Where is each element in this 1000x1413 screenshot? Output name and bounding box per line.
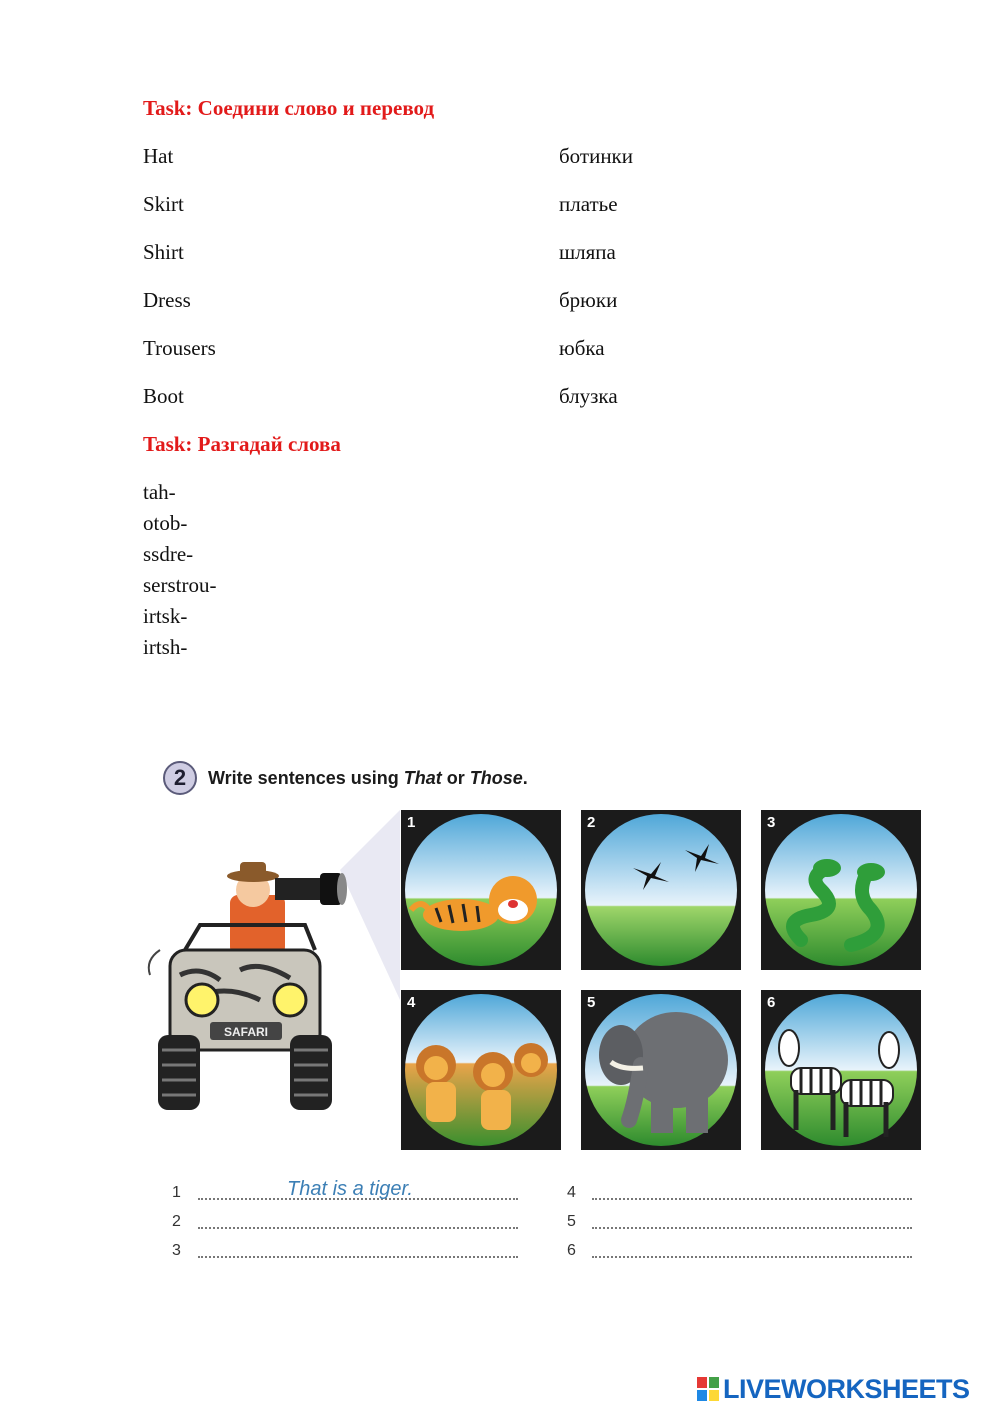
tiger-icon [401, 810, 561, 970]
picture-1: 1 [401, 810, 561, 970]
svg-text:SAFARI: SAFARI [223, 1025, 269, 1039]
elephant-icon [581, 990, 741, 1150]
answer-number: 6 [567, 1242, 576, 1259]
safari-jeep-photographer-icon [140, 800, 400, 1115]
logo-text: LIVEWORKSHEETS [723, 1374, 970, 1404]
answer-number: 1 [172, 1184, 181, 1201]
russian-word-3[interactable]: шляпа [559, 240, 616, 264]
russian-word-6[interactable]: блузка [559, 384, 618, 408]
exercise-title: Write sentences using That or Those. [208, 768, 528, 788]
exercise-number-badge: 2 [163, 761, 197, 795]
answer-line-5[interactable] [592, 1227, 912, 1229]
russian-word-4[interactable]: брюки [559, 288, 618, 312]
english-word-trousers: Trousers [143, 336, 216, 360]
picture-6: 6 [761, 990, 921, 1150]
answer-line-4[interactable] [592, 1198, 912, 1200]
answer-line-6[interactable] [592, 1256, 912, 1258]
scrambled-word: ssdre- [143, 542, 194, 566]
answer-line-2[interactable] [198, 1227, 518, 1229]
russian-word-1[interactable]: ботинки [559, 144, 634, 168]
english-word-shirt: Shirt [143, 240, 184, 264]
english-word-dress: Dress [143, 288, 191, 312]
snakes-icon [761, 810, 921, 970]
scrambled-word: tah- [143, 480, 176, 504]
lions-icon [401, 990, 561, 1150]
scrambled-word: irtsk- [143, 604, 188, 628]
russian-word-5[interactable]: юбка [559, 336, 605, 360]
scrambled-word: irtsh- [143, 635, 188, 659]
zebras-icon [761, 990, 921, 1150]
english-word-skirt: Skirt [143, 192, 184, 216]
english-word-hat: Hat [143, 144, 174, 168]
english-word-boot: Boot [143, 384, 184, 408]
task1-title: Task: Соедини слово и перевод [143, 96, 435, 120]
sample-answer: That is a tiger. [287, 1178, 413, 1200]
picture-3: 3 [761, 810, 921, 970]
russian-word-2[interactable]: платье [559, 192, 618, 216]
task2-title: Task: Разгадай слова [143, 432, 341, 456]
answer-number: 5 [567, 1213, 576, 1230]
answer-number: 3 [172, 1242, 181, 1259]
picture-4: 4 [401, 990, 561, 1150]
answer-line-3[interactable] [198, 1256, 518, 1258]
answer-number: 4 [567, 1184, 576, 1201]
scrambled-word: serstrou- [143, 573, 217, 597]
birds-icon [581, 810, 741, 970]
picture-5: 5 [581, 990, 741, 1150]
liveworksheets-logo-icon [697, 1377, 719, 1401]
answer-number: 2 [172, 1213, 181, 1230]
scrambled-word: otob- [143, 511, 188, 535]
picture-2: 2 [581, 810, 741, 970]
